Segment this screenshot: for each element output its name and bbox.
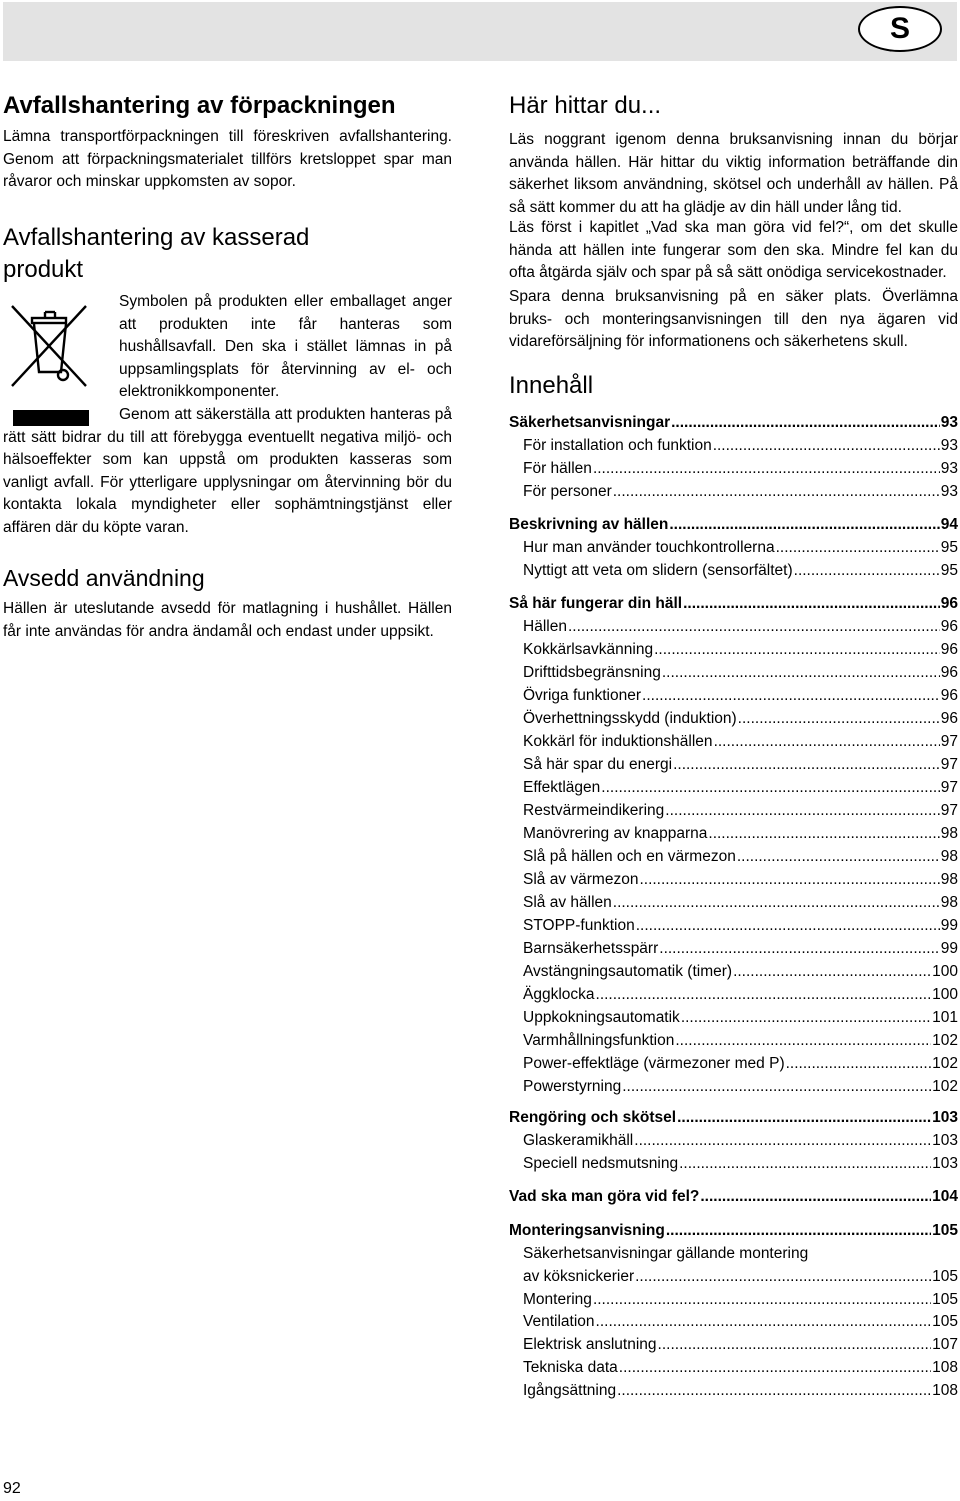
toc-entry xyxy=(523,1078,958,1100)
toc-title: Elektrisk anslutning xyxy=(523,1336,657,1353)
toc-leader-dots xyxy=(681,1009,931,1027)
toc-page: 105 xyxy=(932,1313,958,1330)
toc-entry xyxy=(523,779,958,801)
toc-page: 108 xyxy=(932,1382,958,1399)
toc-entry xyxy=(523,756,958,778)
toc-page: 101 xyxy=(932,1009,958,1026)
toc-entry xyxy=(523,539,958,561)
toc-title: Säkerhetsanvisningar xyxy=(509,414,671,431)
toc-leader-dots xyxy=(636,917,940,935)
toc-entry xyxy=(523,618,958,640)
find-paragraph-2: Läs först i kapitlet „Vad ska man göra vid fel?“, om det skulle hända att hällen inte fungerar som den ska. Mindre fel kan du ofta åtgärda själv och spar på så sätt onödiga servicekostnader. xyxy=(509,219,958,282)
toc-entry xyxy=(523,1291,958,1313)
toc-page: 97 xyxy=(940,802,958,819)
toc-leader-dots xyxy=(677,1109,931,1127)
toc-entry xyxy=(523,963,958,985)
page-number: 92 xyxy=(3,1480,21,1497)
toc-title: Övriga funktioner xyxy=(523,687,642,704)
toc-title: Uppkokningsautomatik xyxy=(523,1009,680,1026)
toc-section xyxy=(509,1188,958,1210)
toc-leader-dots xyxy=(659,940,939,958)
toc-entry xyxy=(523,1032,958,1054)
toc-leader-dots xyxy=(673,756,940,774)
toc-entry xyxy=(523,733,958,755)
toc-page: 96 xyxy=(940,687,958,704)
toc-title: Slå på hällen och en värmezon xyxy=(523,848,736,865)
toc-title: Montering xyxy=(523,1291,592,1308)
toc-title: Kokkärlsavkänning xyxy=(523,641,654,658)
toc-title: av köksnickerier xyxy=(523,1268,635,1285)
toc-title: Hur man använder touchkontrollerna xyxy=(523,539,775,556)
toc-page: 107 xyxy=(932,1336,958,1353)
disposal-symbol-text: Symbolen på produkten eller emballaget anger att produkten inte får hanteras som hushållsavfall. Den ska i stället lämnas in på uppsamlingsplats för återvinning av el- och elektronikkomponenter. xyxy=(119,293,452,401)
toc-title: Kokkärl för induktionshällen xyxy=(523,733,713,750)
toc-page: 97 xyxy=(940,756,958,773)
toc-page: 99 xyxy=(940,940,958,957)
toc-leader-dots xyxy=(639,871,939,889)
toc-title: Så här spar du energi xyxy=(523,756,673,773)
toc-title: Monteringsanvisning xyxy=(509,1222,665,1239)
toc-entry xyxy=(523,1268,958,1290)
toc-leader-dots xyxy=(662,664,940,682)
toc-section xyxy=(509,414,958,436)
contents-heading: Innehåll xyxy=(509,372,594,399)
toc-entry xyxy=(523,1359,958,1381)
toc-page: 93 xyxy=(940,437,958,454)
toc-title: Nyttigt att veta om slidern (sensorfältet) xyxy=(523,562,793,579)
toc-title: Hällen xyxy=(523,618,567,635)
toc-page: 95 xyxy=(940,539,958,556)
toc-leader-dots xyxy=(601,779,939,797)
toc-leader-dots xyxy=(675,1032,931,1050)
toc-leader-dots xyxy=(568,618,940,636)
toc-page: 97 xyxy=(940,733,958,750)
toc-page: 98 xyxy=(940,825,958,842)
toc-title: Manövrering av knapparna xyxy=(523,825,708,842)
toc-entry xyxy=(523,437,958,459)
toc-page: 98 xyxy=(940,871,958,888)
toc-leader-dots xyxy=(613,483,940,501)
find-paragraph-3: Spara denna bruksanvisning på en säker plats. Överlämna bruks- och monteringsanvisningen till den nya ägaren vid vidareförsäljning för informationens och säkerhetens skull. xyxy=(509,288,958,351)
toc-page: 102 xyxy=(932,1078,958,1095)
toc-page: 96 xyxy=(940,595,958,612)
toc-section xyxy=(509,1222,958,1244)
packaging-text: Lämna transportförpackningen till föreskriven avfallshantering. Genom att förpackningsmaterialet tillförs kretsloppet spar man råvaror och minskar uppkomsten av sopor. xyxy=(3,128,452,191)
toc-page: 103 xyxy=(932,1132,958,1149)
toc-page: 103 xyxy=(932,1109,958,1126)
toc-leader-dots xyxy=(700,1188,931,1206)
toc-leader-dots xyxy=(671,414,940,432)
toc-title: Power-effektläge (värmezoner med P) xyxy=(523,1055,785,1072)
intended-use-text: Hällen är uteslutande avsedd för matlagning i hushållet. Hällen får inte användas för andra ändamål och endast under uppsikt. xyxy=(3,600,452,640)
toc-leader-dots xyxy=(596,1313,932,1331)
toc-leader-dots xyxy=(658,1336,932,1354)
toc-entry xyxy=(523,1055,958,1077)
toc-page: 93 xyxy=(940,483,958,500)
toc-leader-dots xyxy=(642,687,940,705)
toc-page: 100 xyxy=(932,963,958,980)
toc-page: 93 xyxy=(940,414,958,431)
toc-title: Slå av värmezon xyxy=(523,871,639,888)
toc-title: STOPP-funktion xyxy=(523,917,635,934)
toc-title: Varmhållningsfunktion xyxy=(523,1032,675,1049)
toc-leader-dots xyxy=(665,802,939,820)
toc-page: 96 xyxy=(940,664,958,681)
toc-page: 96 xyxy=(940,641,958,658)
toc-leader-dots xyxy=(794,562,940,580)
toc-entry xyxy=(523,1132,958,1154)
toc-entry xyxy=(523,1336,958,1358)
toc-leader-dots xyxy=(613,894,940,912)
toc-entry xyxy=(523,710,958,732)
toc-entry xyxy=(523,1313,958,1335)
toc-leader-dots xyxy=(669,516,939,534)
toc-leader-dots xyxy=(666,1222,931,1240)
toc-page: 96 xyxy=(940,618,958,635)
toc-entry xyxy=(523,483,958,505)
header-bar xyxy=(3,2,957,61)
toc-entry xyxy=(523,917,958,939)
toc-page: 94 xyxy=(940,516,958,533)
toc-entry xyxy=(523,1245,958,1267)
toc-entry xyxy=(523,1155,958,1177)
toc-page: 102 xyxy=(932,1055,958,1072)
toc-leader-dots xyxy=(679,1155,931,1173)
toc-entry xyxy=(523,825,958,847)
toc-entry xyxy=(523,664,958,686)
toc-page: 98 xyxy=(940,894,958,911)
toc-leader-dots xyxy=(733,963,931,981)
toc-title: Överhettningsskydd (induktion) xyxy=(523,710,737,727)
packaging-heading: Avfallshantering av förpackningen xyxy=(3,92,396,119)
find-heading: Här hittar du... xyxy=(509,92,662,119)
toc-leader-dots xyxy=(713,437,940,455)
toc-leader-dots xyxy=(714,733,940,751)
toc-leader-dots xyxy=(617,1382,931,1400)
toc-title: Speciell nedsmutsning xyxy=(523,1155,679,1172)
toc-page: 99 xyxy=(940,917,958,934)
intended-use-heading: Avsedd användning xyxy=(3,565,205,591)
toc-title: För installation och funktion xyxy=(523,437,712,454)
toc-title: Så här fungerar din häll xyxy=(509,595,683,612)
disposal-heading-line2: produkt xyxy=(3,256,84,283)
toc-title: Rengöring och skötsel xyxy=(509,1109,677,1126)
disposal-heading-line1: Avfallshantering av kasserad xyxy=(3,224,310,251)
toc-page: 96 xyxy=(940,710,958,727)
language-badge: S xyxy=(858,6,942,52)
toc-entry xyxy=(523,871,958,893)
toc-entry xyxy=(523,986,958,1008)
toc-leader-dots xyxy=(776,539,940,557)
toc-leader-dots xyxy=(708,825,939,843)
toc-title: Säkerhetsanvisningar gällande montering xyxy=(523,1245,809,1262)
toc-title: För personer xyxy=(523,483,612,500)
toc-leader-dots xyxy=(786,1055,932,1073)
toc-leader-dots xyxy=(654,641,940,659)
toc-leader-dots xyxy=(738,710,940,728)
toc-leader-dots xyxy=(622,1078,931,1096)
toc-entry xyxy=(523,641,958,663)
toc-leader-dots xyxy=(634,1132,931,1150)
toc-page: 93 xyxy=(940,460,958,477)
toc-entry xyxy=(523,687,958,709)
toc-title: Drifttidsbegränsning xyxy=(523,664,661,681)
toc-title: Vad ska man göra vid fel? xyxy=(509,1188,700,1205)
toc-entry xyxy=(523,894,958,916)
toc-title: Restvärmeindikering xyxy=(523,802,665,819)
toc-page: 105 xyxy=(932,1268,958,1285)
toc-title: Glaskeramikhäll xyxy=(523,1132,634,1149)
toc-leader-dots xyxy=(596,986,932,1004)
toc-entry xyxy=(523,1009,958,1031)
toc-section xyxy=(509,1109,958,1131)
toc-title: Igångsättning xyxy=(523,1382,617,1399)
toc-page: 105 xyxy=(932,1291,958,1308)
toc-title: Powerstyrning xyxy=(523,1078,622,1095)
toc-section xyxy=(509,595,958,617)
toc-page: 105 xyxy=(932,1222,958,1239)
toc-leader-dots xyxy=(635,1268,931,1286)
toc-page: 100 xyxy=(932,986,958,1003)
toc-title: Tekniska data xyxy=(523,1359,618,1376)
find-paragraph-1: Läs noggrant igenom denna bruksanvisning innan du börjar använda hällen. Här hittar du viktig information beträffande din säkerhet liksom användning, skötsel och underhåll av hällen. På så sätt kommer du att ha glädje av din häll under lång tid. xyxy=(509,131,958,216)
toc-title: Avstängningsautomatik (timer) xyxy=(523,963,733,980)
toc-leader-dots xyxy=(593,1291,931,1309)
toc-page: 103 xyxy=(932,1155,958,1172)
toc-leader-dots xyxy=(683,595,940,613)
toc-entry xyxy=(523,1382,958,1404)
toc-entry xyxy=(523,460,958,482)
toc-entry xyxy=(523,562,958,584)
toc-title: Ventilation xyxy=(523,1313,595,1330)
toc-page: 102 xyxy=(932,1032,958,1049)
toc-title: För hällen xyxy=(523,460,592,477)
toc-entry xyxy=(523,940,958,962)
toc-page: 98 xyxy=(940,848,958,865)
toc-section xyxy=(509,516,958,538)
toc-page: 97 xyxy=(940,779,958,796)
toc-leader-dots xyxy=(737,848,940,866)
disposal-body-text: Genom att säkerställa att produkten hanteras på rätt sätt bidrar du till att förebygga eventuellt negativa miljö- och hälsoeffekter som kan uppstå om produkten kasseras som vanligt avfall. För ytterligare upplysningar om återvinning bör du kontakta lokala myndigheter eller sophämtningstjänst eller affären där du köpte varan. xyxy=(3,406,452,536)
toc-title: Beskrivning av hällen xyxy=(509,516,669,533)
toc-page: 95 xyxy=(940,562,958,579)
toc-title: Effektlägen xyxy=(523,779,601,796)
toc-title: Barnsäkerhetsspärr xyxy=(523,940,659,957)
toc-leader-dots xyxy=(619,1359,931,1377)
toc-leader-dots xyxy=(593,460,940,478)
crossed-out-wheelie-bin-icon xyxy=(8,302,92,390)
toc-title: Slå av hällen xyxy=(523,894,612,911)
toc-page: 104 xyxy=(932,1188,958,1205)
toc-page: 108 xyxy=(932,1359,958,1376)
toc-entry xyxy=(523,848,958,870)
toc-entry xyxy=(523,802,958,824)
toc-title: Äggklocka xyxy=(523,986,595,1003)
